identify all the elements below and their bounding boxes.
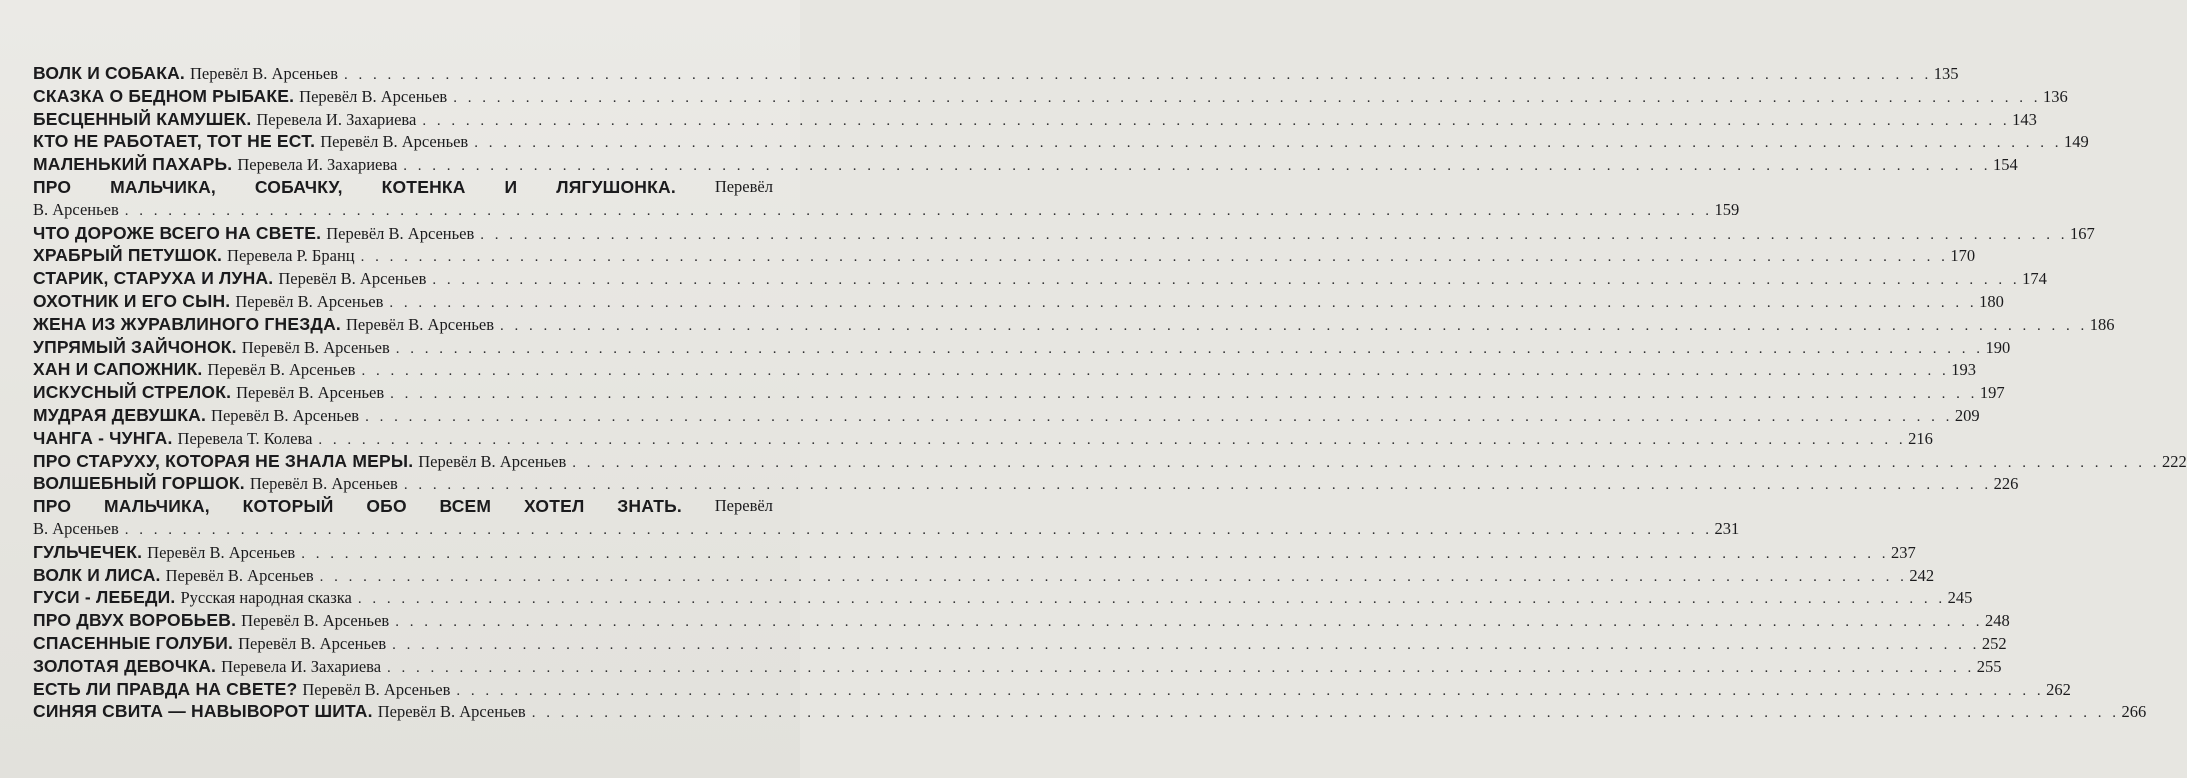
entry-title-word: СОБАЧКУ, xyxy=(254,176,343,197)
entry-page-number: 136 xyxy=(2042,86,2068,106)
toc-entry xyxy=(33,472,2019,495)
dot-leader: . . . . . . . . . . . . . . . . . . . . . . . . . . . . . . . . . . . . . . . . . . . . . . . . . . . . . . . . . . . . . . . . . . . . . . . . . . . . . . . . . . . . . . . . . . . . . . . . . . . . . . . . . . . . . . xyxy=(403,477,1992,494)
toc-entry xyxy=(33,85,2068,108)
entry-translator: Перевёл В. Арсеньев xyxy=(207,360,356,380)
dot-leader: . . . . . . . . . . . . . . . . . . . . . . . . . . . . . . . . . . . . . . . . . . . . . . . . . . . . . . . . . . . . . . . . . . . . . . . . . . . . . . . . . . . . . . . . . . . . . . . . . . . . . . . . . . . . . . xyxy=(319,568,1908,585)
entry-page-number: 154 xyxy=(1993,155,2018,175)
entry-title-word: КОТОРЫЙ xyxy=(242,496,334,517)
entry-page-number: 226 xyxy=(1993,474,2019,494)
entry-page-number: 197 xyxy=(1979,383,2005,403)
entry-translator: Перевёл В. Арсеньев xyxy=(147,542,296,562)
toc-entry xyxy=(33,290,2004,313)
entry-title-word: ПРО xyxy=(33,176,72,197)
entry-translator: Перевёл В. Арсеньев xyxy=(278,269,427,289)
entry-title: СПАСЕННЫЕ ГОЛУБИ. xyxy=(33,632,234,653)
dot-leader: . . . . . . . . . . . . . . . . . . . . . . . . . . . . . . . . . . . . . . . . . . . . . . . . . . . . . . . . . . . . . . . . . . . . . . . . . . . . . . . . . . . . . . . . . . . . . . . . . . . . . . . . . . . . . . xyxy=(395,614,1983,631)
entry-translator: Перевела Р. Бранц xyxy=(227,246,355,266)
entry-translator: Перевёл В. Арсеньев xyxy=(418,451,567,471)
entry-title-word: И xyxy=(504,176,518,197)
entry-translator: Перевела И. Захариева xyxy=(221,656,382,676)
entry-translator: Перевела Т. Колева xyxy=(177,428,313,448)
dot-leader: . . . . . . . . . . . . . . . . . . . . . . . . . . . . . . . . . . . . . . . . . . . . . . . . . . . . . . . . . . . . . . . . . . . . . . . . . . . . . . . . . . . . . . . . . . . . . . . . . . . . . . . . . . . . . . xyxy=(124,521,1713,538)
entry-title: ГУСИ - ЛЕБЕДИ. xyxy=(33,587,176,608)
toc-entry xyxy=(33,313,2115,336)
entry-page-number: 180 xyxy=(1979,291,2004,311)
dot-leader: . . . . . . . . . . . . . . . . . . . . . . . . . . . . . . . . . . . . . . . . . . . . . . . . . . . . . . . . . . . . . . . . . . . . . . . . . . . . . . . . . . . . . . . . . . . . . . . . . . . . . . . . . . . . . . xyxy=(453,89,2041,106)
dot-leader: . . . . . . . . . . . . . . . . . . . . . . . . . . . . . . . . . . . . . . . . . . . . . . . . . . . . . . . . . . . . . . . . . . . . . . . . . . . . . . . . . . . . . . . . . . . . . . . . . . . . . . . . . . . . . . xyxy=(344,67,1932,83)
dot-leader: . . . . . . . . . . . . . . . . . . . . . . . . . . . . . . . . . . . . . . . . . . . . . . . . . . . . . . . . . . . . . . . . . . . . . . . . . . . . . . . . . . . . . . . . . . . . . . . . . . . . . . . . . . . . . . xyxy=(422,112,2011,129)
entry-title: ИСКУСНЫЙ СТРЕЛОК. xyxy=(33,382,232,403)
dot-leader: . . . . . . . . . . . . . . . . . . . . . . . . . . . . . . . . . . . . . . . . . . . . . . . . . . . . . . . . . . . . . . . . . . . . . . . . . . . . . . . . . . . . . . . . . . . . . . . . . . . . . . . . . . . . . . xyxy=(124,202,1713,219)
entry-translator: Перевёл В. Арсеньев xyxy=(326,223,475,243)
toc-entry xyxy=(33,358,1976,381)
entry-title-word: ЛЯГУШОНКА. xyxy=(556,176,676,197)
entry-title: ГУЛЬЧЕЧЕК. xyxy=(33,541,143,562)
entry-title: ХРАБРЫЙ ПЕТУШОК. xyxy=(33,245,223,266)
entry-page-number: 222 xyxy=(2162,451,2187,471)
entry-title: СИНЯЯ СВИТА — НАВЫВОРОТ ШИТА. xyxy=(33,701,373,722)
toc-entry xyxy=(33,586,1973,609)
entry-title: ВОЛК И СОБАКА. xyxy=(33,63,185,83)
entry-title: УПРЯМЫЙ ЗАЙЧОНОК. xyxy=(33,336,237,357)
toc-entry xyxy=(33,153,2018,176)
entry-title: СКАЗКА О БЕДНОМ РЫБАКЕ. xyxy=(33,85,295,106)
entry-title: СТАРИК, СТАРУХА И ЛУНА. xyxy=(33,268,274,289)
entry-title: ЧТО ДОРОЖЕ ВСЕГО НА СВЕТЕ. xyxy=(33,222,322,243)
dot-leader: . . . . . . . . . . . . . . . . . . . . . . . . . . . . . . . . . . . . . . . . . . . . . . . . . . . . . . . . . . . . . . . . . . . . . . . . . . . . . . . . . . . . . . . . . . . . . . . . . . . . . . . . . . . . . . xyxy=(387,659,1975,676)
entry-page-number: 252 xyxy=(1981,633,2007,653)
entry-page-number: 186 xyxy=(2089,314,2115,334)
toc-entry xyxy=(33,427,1933,450)
toc-entry xyxy=(33,564,1935,587)
entry-page-number: 190 xyxy=(1985,337,2011,357)
toc-entry xyxy=(33,655,2002,678)
toc-entry xyxy=(33,632,2007,655)
dot-leader: . . . . . . . . . . . . . . . . . . . . . . . . . . . . . . . . . . . . . . . . . . . . . . . . . . . . . . . . . . . . . . . . . . . . . . . . . . . . . . . . . . . . . . . . . . . . . . . . . . . . . . . . . . . . . . xyxy=(301,545,1889,562)
dot-leader: . . . . . . . . . . . . . . . . . . . . . . . . . . . . . . . . . . . . . . . . . . . . . . . . . . . . . . . . . . . . . . . . . . . . . . . . . . . . . . . . . . . . . . . . . . . . . . . . . . . . . . . . . . . . . . xyxy=(500,317,2088,334)
entry-title-word: ЗНАТЬ. xyxy=(617,496,682,517)
toc-entry xyxy=(33,267,2047,290)
entry-title: ПРО СТАРУХУ, КОТОРАЯ НЕ ЗНАЛА МЕРЫ. xyxy=(33,450,414,471)
entry-title: ЕСТЬ ЛИ ПРАВДА НА СВЕТЕ? xyxy=(33,678,298,699)
toc-entry xyxy=(33,62,1959,85)
entry-translator: Русская народная сказка xyxy=(180,588,352,608)
entry-page-number: 262 xyxy=(2046,679,2071,699)
entry-title-word: ВСЕМ xyxy=(439,496,492,517)
entry-translator: В. Арсеньев xyxy=(33,199,119,219)
entry-translator: Перевёл В. Арсеньев xyxy=(211,405,360,425)
entry-title: ОХОТНИК И ЕГО СЫН. xyxy=(33,290,231,311)
toc-entry xyxy=(33,609,2010,632)
toc-entry xyxy=(33,450,2187,473)
entry-title: МУДРАЯ ДЕВУШКА. xyxy=(33,404,207,425)
entry-translator: Перевёл В. Арсеньев xyxy=(241,337,390,357)
entry-title: ХАН И САПОЖНИК. xyxy=(33,359,203,380)
toc-entry xyxy=(33,108,2037,131)
toc-entry-continuation xyxy=(33,199,1740,222)
dot-leader: . . . . . . . . . . . . . . . . . . . . . . . . . . . . . . . . . . . . . . . . . . . . . . . . . . . . . . . . . . . . . . . . . . . . . . . . . . . . . . . . . . . . . . . . . . . . . . . . . . . . . . . . . . . . . . xyxy=(365,408,1953,425)
toc-entry xyxy=(33,404,1980,427)
entry-title: ВОЛШЕБНЫЙ ГОРШОК. xyxy=(33,473,245,494)
dot-leader: . . . . . . . . . . . . . . . . . . . . . . . . . . . . . . . . . . . . . . . . . . . . . . . . . . . . . . . . . . . . . . . . . . . . . . . . . . . . . . . . . . . . . . . . . . . . . . . . . . . . . . . . . . . . . . xyxy=(474,135,2062,152)
toc-entry xyxy=(33,176,773,199)
toc-entry xyxy=(33,678,2071,701)
entry-page-number: 193 xyxy=(1951,360,1976,380)
entry-translator: Перевёл В. Арсеньев xyxy=(377,702,526,722)
toc-entry xyxy=(33,700,2147,723)
entry-title-word: ОБО xyxy=(366,496,407,517)
entry-page-number: 209 xyxy=(1954,405,1980,425)
entry-translator: Перевёл В. Арсеньев xyxy=(249,474,398,494)
entry-translator: Перевёл В. Арсеньев xyxy=(345,314,495,334)
dot-leader: . . . . . . . . . . . . . . . . . . . . . . . . . . . . . . . . . . . . . . . . . . . . . . . . . . . . . . . . . . . . . . . . . . . . . . . . . . . . . . . . . . . . . . . . . . . . . . . . . . . . . . . . . . . . . . xyxy=(531,705,2120,722)
dot-leader: . . . . . . . . . . . . . . . . . . . . . . . . . . . . . . . . . . . . . . . . . . . . . . . . . . . . . . . . . . . . . . . . . . . . . . . . . . . . . . . . . . . . . . . . . . . . . . . . . . . . . . . . . . . . . . xyxy=(361,363,1950,380)
entry-translator: Перевёл В. Арсеньев xyxy=(302,679,451,699)
toc-entry-continuation xyxy=(33,518,1740,541)
entry-translator: Перевёл xyxy=(714,176,773,196)
toc-entry xyxy=(33,541,1916,564)
entry-title: МАЛЕНЬКИЙ ПАХАРЬ. xyxy=(33,154,233,175)
toc-entry xyxy=(33,222,2095,245)
toc-entry xyxy=(33,244,1976,267)
toc-entry xyxy=(33,130,2089,153)
entry-translator: Перевела И. Захариева xyxy=(237,155,398,175)
entry-title-word: ПРО xyxy=(33,496,72,517)
entry-page-number: 159 xyxy=(1714,199,1740,219)
dot-leader: . . . . . . . . . . . . . . . . . . . . . . . . . . . . . . . . . . . . . . . . . . . . . . . . . . . . . . . . . . . . . . . . . . . . . . . . . . . . . . . . . . . . . . . . . . . . . . . . . . . . . . . . . . . . . . xyxy=(318,431,1907,448)
entry-page-number: 143 xyxy=(2012,109,2037,129)
toc-entry xyxy=(33,381,2005,404)
toc-entry xyxy=(33,336,2011,359)
dot-leader: . . . . . . . . . . . . . . . . . . . . . . . . . . . . . . . . . . . . . . . . . . . . . . . . . . . . . . . . . . . . . . . . . . . . . . . . . . . . . . . . . . . . . . . . . . . . . . . . . . . . . . . . . . . . . . xyxy=(357,591,1946,608)
entry-translator: Перевёл В. Арсеньев xyxy=(235,291,384,311)
entry-translator: В. Арсеньев xyxy=(33,518,119,538)
entry-translator: Перевёл В. Арсеньев xyxy=(190,64,339,83)
entry-translator: Перевёл xyxy=(714,496,773,516)
entry-translator: Перевёл В. Арсеньев xyxy=(320,132,469,152)
entry-title-word: МАЛЬЧИКА, xyxy=(110,176,216,197)
entry-translator: Перевёл В. Арсеньев xyxy=(165,565,314,585)
entry-title: БЕСЦЕННЫЙ КАМУШЕК. xyxy=(33,108,252,129)
entry-page-number: 170 xyxy=(1950,246,1976,266)
entry-page-number: 266 xyxy=(2121,702,2147,722)
entry-page-number: 231 xyxy=(1714,518,1740,538)
entry-translator: Перевёл В. Арсеньев xyxy=(238,633,387,653)
entry-page-number: 135 xyxy=(1933,64,1959,83)
dot-leader: . . . . . . . . . . . . . . . . . . . . . . . . . . . . . . . . . . . . . . . . . . . . . . . . . . . . . . . . . . . . . . . . . . . . . . . . . . . . . . . . . . . . . . . . . . . . . . . . . . . . . . . . . . . . . . xyxy=(390,386,1978,403)
dot-leader: . . . . . . . . . . . . . . . . . . . . . . . . . . . . . . . . . . . . . . . . . . . . . . . . . . . . . . . . . . . . . . . . . . . . . . . . . . . . . . . . . . . . . . . . . . . . . . . . . . . . . . . . . . . . . . xyxy=(572,454,2161,471)
entry-title: ЗОЛОТАЯ ДЕВОЧКА. xyxy=(33,655,217,676)
entry-page-number: 248 xyxy=(1984,611,2010,631)
entry-page-number: 174 xyxy=(2022,269,2047,289)
dot-leader: . . . . . . . . . . . . . . . . . . . . . . . . . . . . . . . . . . . . . . . . . . . . . . . . . . . . . . . . . . . . . . . . . . . . . . . . . . . . . . . . . . . . . . . . . . . . . . . . . . . . . . . . . . . . . . xyxy=(403,158,1992,175)
table-of-contents xyxy=(33,62,2187,723)
dot-leader: . . . . . . . . . . . . . . . . . . . . . . . . . . . . . . . . . . . . . . . . . . . . . . . . . . . . . . . . . . . . . . . . . . . . . . . . . . . . . . . . . . . . . . . . . . . . . . . . . . . . . . . . . . . . . . xyxy=(480,226,2069,243)
dot-leader: . . . . . . . . . . . . . . . . . . . . . . . . . . . . . . . . . . . . . . . . . . . . . . . . . . . . . . . . . . . . . . . . . . . . . . . . . . . . . . . . . . . . . . . . . . . . . . . . . . . . . . . . . . . . . . xyxy=(389,294,1978,311)
dot-leader: . . . . . . . . . . . . . . . . . . . . . . . . . . . . . . . . . . . . . . . . . . . . . . . . . . . . . . . . . . . . . . . . . . . . . . . . . . . . . . . . . . . . . . . . . . . . . . . . . . . . . . . . . . . . . . xyxy=(432,272,2021,289)
entry-title: ПРО ДВУХ ВОРОБЬЕВ. xyxy=(33,610,237,631)
entry-translator: Перевёл В. Арсеньев xyxy=(236,383,385,403)
entry-title: КТО НЕ РАБОТАЕТ, ТОТ НЕ ЕСТ. xyxy=(33,131,316,152)
dot-leader: . . . . . . . . . . . . . . . . . . . . . . . . . . . . . . . . . . . . . . . . . . . . . . . . . . . . . . . . . . . . . . . . . . . . . . . . . . . . . . . . . . . . . . . . . . . . . . . . . . . . . . . . . . . . . . xyxy=(360,249,1949,266)
entry-title-word: ХОТЕЛ xyxy=(524,496,585,517)
entry-translator: Перевёл В. Арсеньев xyxy=(241,611,390,631)
entry-title: ЖЕНА ИЗ ЖУРАВЛИНОГО ГНЕЗДА. xyxy=(33,313,341,334)
entry-page-number: 242 xyxy=(1909,565,1935,585)
dot-leader: . . . . . . . . . . . . . . . . . . . . . . . . . . . . . . . . . . . . . . . . . . . . . . . . . . . . . . . . . . . . . . . . . . . . . . . . . . . . . . . . . . . . . . . . . . . . . . . . . . . . . . . . . . . . . . xyxy=(392,636,1980,653)
dot-leader: . . . . . . . . . . . . . . . . . . . . . . . . . . . . . . . . . . . . . . . . . . . . . . . . . . . . . . . . . . . . . . . . . . . . . . . . . . . . . . . . . . . . . . . . . . . . . . . . . . . . . . . . . . . . . . xyxy=(456,682,2045,699)
toc-entry xyxy=(33,495,773,518)
entry-page-number: 245 xyxy=(1947,588,1973,608)
entry-page-number: 149 xyxy=(2063,132,2089,152)
dot-leader: . . . . . . . . . . . . . . . . . . . . . . . . . . . . . . . . . . . . . . . . . . . . . . . . . . . . . . . . . . . . . . . . . . . . . . . . . . . . . . . . . . . . . . . . . . . . . . . . . . . . . . . . . . . . . . xyxy=(395,340,1984,357)
entry-title: ВОЛК И ЛИСА. xyxy=(33,564,161,585)
entry-title-word: МАЛЬЧИКА, xyxy=(104,496,210,517)
entry-title: ЧАНГА - ЧУНГА. xyxy=(33,427,173,448)
entry-page-number: 237 xyxy=(1890,542,1916,562)
entry-translator: Перевёл В. Арсеньев xyxy=(299,86,448,106)
entry-translator: Перевела И. Захариева xyxy=(256,109,417,129)
entry-page-number: 216 xyxy=(1908,428,1933,448)
entry-title-word: КОТЕНКА xyxy=(381,176,466,197)
entry-page-number: 255 xyxy=(1976,656,2002,676)
entry-page-number: 167 xyxy=(2070,223,2095,243)
